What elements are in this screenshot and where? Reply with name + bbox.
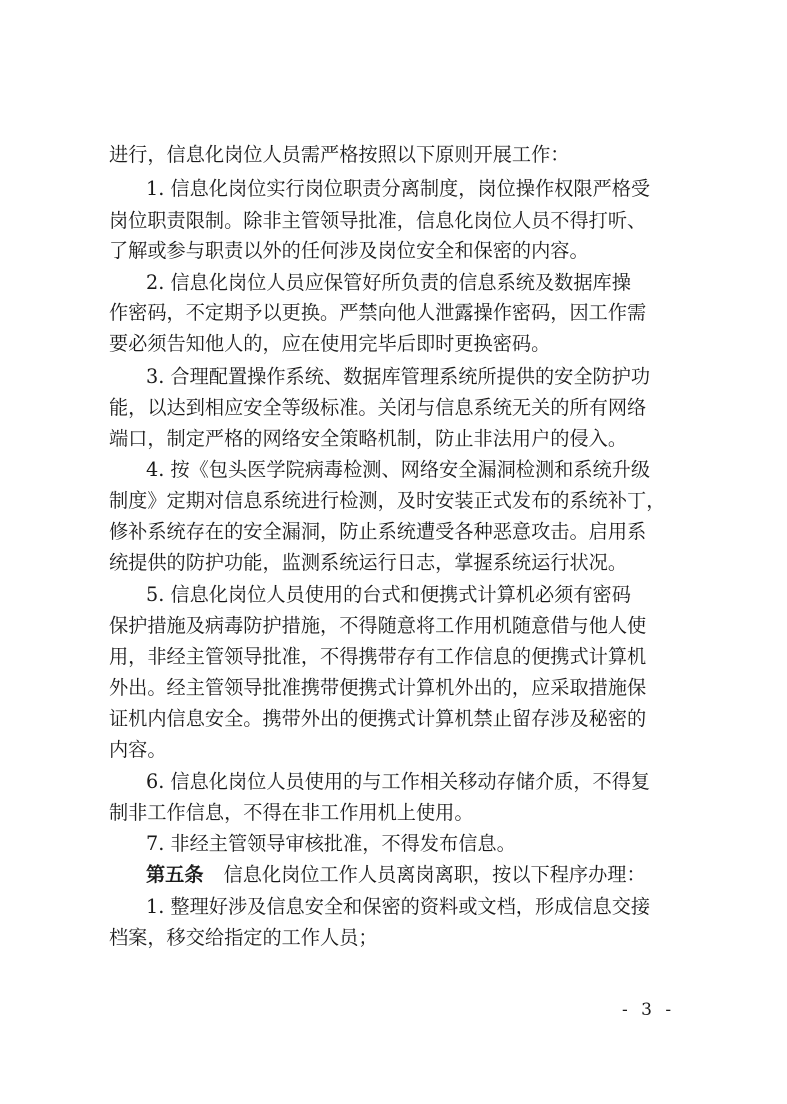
text-line: 修补系统存在的安全漏洞，防止系统遭受各种恶意攻击。启用系 bbox=[109, 520, 647, 543]
clause-1-line: 1. 信息化岗位实行岗位职责分离制度，岗位操作权限严格受 bbox=[146, 177, 651, 200]
clause-4-line: 4. 按《包头医学院病毒检测、网络安全漏洞检测和系统升级 bbox=[146, 458, 651, 481]
text-line: 端口，制定严格的网络安全策略机制，防止非法用户的侵入。 bbox=[109, 427, 628, 450]
text-line: 外出。经主管领导批准携带便携式计算机外出的，应采取措施保 bbox=[109, 676, 647, 699]
text-line: 证机内信息安全。携带外出的便携式计算机禁止留存涉及秘密的 bbox=[109, 707, 647, 730]
text-line: 能，以达到相应安全等级标准。关闭与信息系统无关的所有网络 bbox=[109, 396, 647, 419]
clause-5-line: 5. 信息化岗位人员使用的台式和便携式计算机必须有密码 bbox=[146, 583, 631, 606]
text-line: 了解或参与职责以外的任何涉及岗位安全和保密的内容。 bbox=[109, 239, 589, 262]
text-line: 岗位职责限制。除非主管领导批准，信息化岗位人员不得打听、 bbox=[109, 209, 647, 232]
text-line: 进行，信息化岗位人员需严格按照以下原则开展工作： bbox=[109, 143, 570, 166]
article-text: 信息化岗位工作人员离岗离职，按以下程序办理： bbox=[223, 863, 646, 886]
article-5-heading bbox=[146, 858, 646, 891]
text-line: 统提供的防护功能，监测系统运行日志，掌握系统运行状况。 bbox=[109, 551, 628, 574]
procedure-1-line: 1. 整理好涉及信息安全和保密的资料或文档，形成信息交接 bbox=[146, 895, 651, 918]
clause-7-line: 7. 非经主管领导审核批准，不得发布信息。 bbox=[146, 832, 516, 855]
clause-6-line: 6. 信息化岗位人员使用的与工作相关移动存储介质，不得复 bbox=[146, 770, 651, 793]
text-line: 制度》定期对信息系统进行检测，及时安装正式发布的系统补丁， bbox=[109, 489, 666, 512]
article-label: 第五条 bbox=[146, 863, 204, 886]
text-line: 要必须告知他人的，应在使用完毕后即时更换密码。 bbox=[109, 332, 551, 355]
text-line: 内容。 bbox=[109, 738, 167, 761]
clause-2-line: 2. 信息化岗位人员应保管好所负责的信息系统及数据库操 bbox=[146, 271, 631, 294]
text-line: 制非工作信息，不得在非工作用机上使用。 bbox=[109, 801, 474, 824]
text-line: 作密码，不定期予以更换。严禁向他人泄露操作密码，因工作需 bbox=[109, 301, 647, 324]
clause-3-line: 3. 合理配置操作系统、数据库管理系统所提供的安全防护功 bbox=[146, 365, 651, 388]
text-line: 保护措施及病毒防护措施，不得随意将工作用机随意借与他人使 bbox=[109, 614, 647, 637]
text-line: 档案，移交给指定的工作人员； bbox=[109, 926, 378, 949]
text-line: 用，非经主管领导批准，不得携带存有工作信息的便携式计算机 bbox=[109, 645, 647, 668]
page-number: - 3 - bbox=[622, 1000, 676, 1020]
